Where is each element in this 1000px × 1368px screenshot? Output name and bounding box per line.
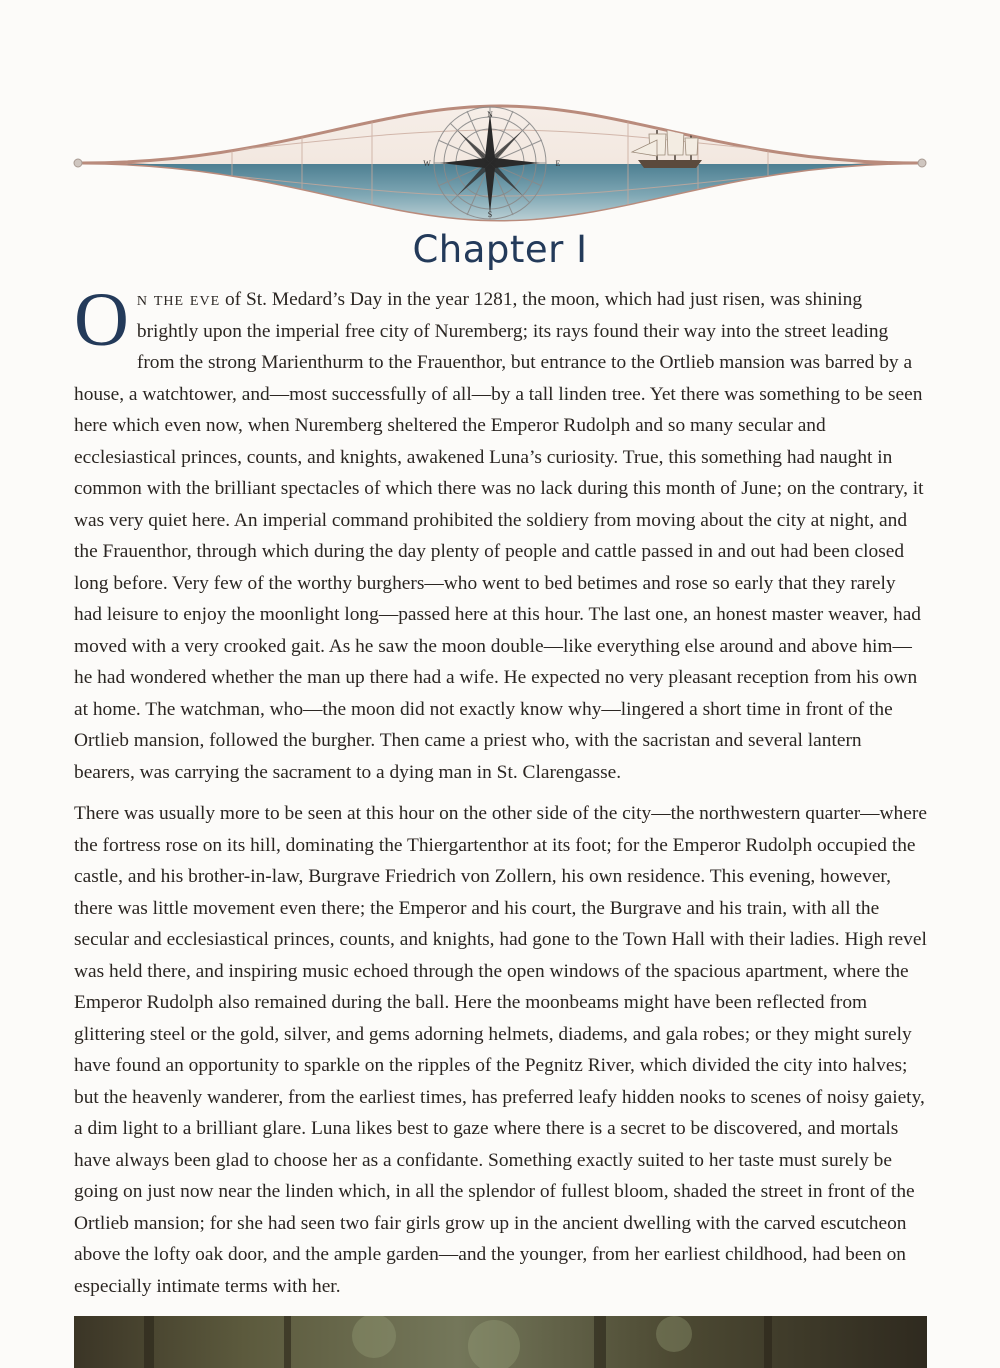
forest-illustration — [74, 1316, 927, 1368]
compass-east-label: E — [555, 159, 561, 168]
compass-west-label: W — [423, 159, 431, 168]
chapter-body — [74, 278, 927, 1312]
paragraph-1-text: of St. Medard’s Day in the year 1281, the moon, which had just risen, was shining brightly upon the imperial free city of Nuremberg; its rays found their way into the street leading from the strong Marienthurm to the Frauenthor, but entrance to the Ortlieb mansion was barred by a house, a watchtower, and—most successfully of all—by a tall linden tree. Yet there was something to be seen here which even now, when Nuremberg sheltered the Emperor Rudolph and so many secular and ecclesiastical princes, counts, and knights, awakened Luna’s curiosity. True, this something had naught in common with the brilliant spectacles of which there was no lack during this month of June; on the contrary, it was very quiet here. An imperial command prohibited the soldiery from moving about the city at night, and the Frauenthor, through which during the day plenty of people and cattle passed in and out had been closed long before. Very few of the worthy burghers—who went to bed betimes and rose so early that they rarely had leisure to enjoy the moonlight long—passed here at this hour. The last one, an honest master weaver, had moved with a very crooked gait. As he saw the moon double—like everything else around and above him—he had wondered whether the man up there had a wife. He expected no very pleasant reception from his own at home. The watchman, who—the moon did not exactly know why—lingered a short time in front of the Ortlieb mansion, followed the burgher. Then came a priest who, with the sacristan and several lantern bearers, was carrying the sacrament to a dying man in St. Clarengasse. — [74, 289, 924, 783]
compass-south-label: S — [487, 210, 493, 219]
paragraph-1 — [74, 278, 927, 788]
compass-north-label: N — [487, 110, 493, 119]
compass-rose-ornament — [72, 100, 928, 226]
paragraph-2: There was usually more to be seen at this hour on the other side of the city—the northwestern quarter—where the fortress rose on its hill, dominating the Thiergartenthor at its foot; for the Emperor Rudolph occupied the castle, and his brother-in-law, Burgrave Friedrich von Zollern, his own residence. This evening, however, there was little movement even there; the Emperor and his court, the Burgrave and his train, with all the secular and ecclesiastical princes, counts, and knights, had gone to the Town Hall with their ladies. High revel was held there, and inspiring music echoed through the open windows of the spacious apartment, where the Emperor Rudolph also remained during the ball. Here the moonbeams might have been reflected from glittering steel or the gold, silver, and gems adorning helmets, diadems, and gala robes; or they might surely have found an opportunity to sparkle on the ripples of the Pegnitz River, which divided the city into halves; but the heavenly wanderer, from the earliest times, has preferred leafy hidden nooks to scenes of noisy gaiety, a dim light to a brilliant glare. Luna likes best to gaze where there is a secret to be discovered, and mortals have always been glad to choose her as a confidante. Something exactly suited to her taste must surely be going on just now near the linden which, in all the splendor of fullest bloom, shaded the street in front of the Ortlieb mansion; for she had seen two fair girls grow up in the ancient dwelling with the carved escutcheon above the lofty oak door, and the ample garden—and the younger, from her earliest childhood, had been on especially intimate terms with her. — [74, 803, 927, 1297]
drop-cap: O — [74, 278, 129, 362]
lead-in-smallcaps: n the eve — [136, 289, 221, 310]
chapter-title: Chapter I — [412, 228, 588, 271]
